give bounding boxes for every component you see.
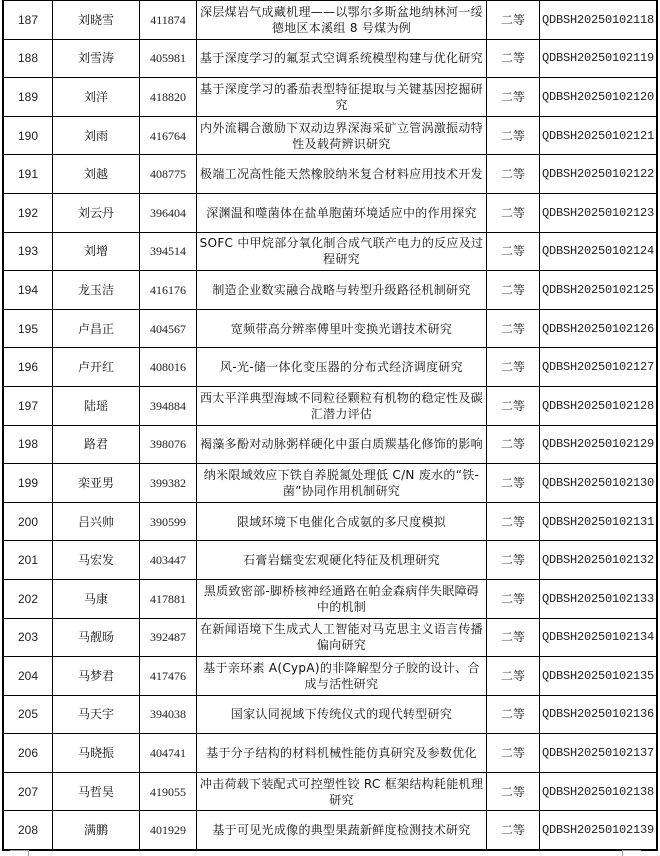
grade-cell: 二等 bbox=[487, 309, 540, 348]
award-code-cell: QDBSH20250102118 bbox=[540, 1, 658, 40]
grade-cell: 二等 bbox=[487, 464, 540, 503]
grade-cell: 二等 bbox=[487, 155, 540, 194]
project-title-cell: 在新闻语境下生成式人工智能对马克思主义语言传播偏向研究 bbox=[197, 618, 487, 657]
project-title-cell: 基于深度学习的氟泵式空调系统模型构建与优化研究 bbox=[197, 39, 487, 78]
table-row bbox=[3, 309, 657, 348]
table-row bbox=[3, 464, 657, 503]
student-id-cell: 394514 bbox=[140, 232, 197, 271]
name-cell: 刘云丹 bbox=[53, 193, 140, 232]
award-code-cell: QDBSH20250102123 bbox=[540, 193, 658, 232]
student-id-cell: 390599 bbox=[140, 502, 197, 541]
serial-number-cell: 199 bbox=[3, 464, 53, 503]
serial-number-cell: 196 bbox=[3, 348, 53, 387]
grade-cell: 二等 bbox=[487, 502, 540, 541]
award-code-cell: QDBSH20250102119 bbox=[540, 39, 658, 78]
project-title-cell: 基于分子结构的材料机械性能仿真研究及参数优化 bbox=[197, 734, 487, 773]
grade-cell: 二等 bbox=[487, 541, 540, 580]
name-cell: 马哲昊 bbox=[53, 772, 140, 811]
project-title-cell: 基于可见光成像的典型果蔬新鲜度检测技术研究 bbox=[197, 811, 487, 850]
project-title-cell: 国家认同视域下传统仪式的现代转型研究 bbox=[197, 695, 487, 734]
grade-cell: 二等 bbox=[487, 78, 540, 117]
serial-number-cell: 189 bbox=[3, 78, 53, 117]
table-row bbox=[3, 78, 657, 117]
grade-cell: 二等 bbox=[487, 695, 540, 734]
name-cell: 卢开红 bbox=[53, 348, 140, 387]
award-code-cell: QDBSH20250102124 bbox=[540, 232, 658, 271]
page-corner-mark-left bbox=[10, 850, 29, 856]
student-id-cell: 418820 bbox=[140, 78, 197, 117]
grade-cell: 二等 bbox=[487, 386, 540, 425]
name-cell: 龙玉洁 bbox=[53, 271, 140, 310]
student-id-cell: 417476 bbox=[140, 657, 197, 696]
name-cell: 满鹏 bbox=[53, 811, 140, 850]
student-id-cell: 398076 bbox=[140, 425, 197, 464]
student-id-cell: 404741 bbox=[140, 734, 197, 773]
project-title-cell: 深层煤岩气成藏机理——以鄂尔多斯盆地纳林河一绥德地区本溪组 8 号煤为例 bbox=[197, 1, 487, 40]
award-code-cell: QDBSH20250102126 bbox=[540, 309, 658, 348]
award-code-cell: QDBSH20250102135 bbox=[540, 657, 658, 696]
project-title-cell: 内外流耦合激励下双动边界深海采矿立管涡激振动特性及载荷辨识研究 bbox=[197, 116, 487, 155]
table-row bbox=[3, 116, 657, 155]
student-id-cell: 416176 bbox=[140, 271, 197, 310]
student-id-cell: 392487 bbox=[140, 618, 197, 657]
project-title-cell: 宽频带高分辨率傅里叶变换光谱技术研究 bbox=[197, 309, 487, 348]
project-title-cell: 石膏岩蠕变宏观硬化特征及机理研究 bbox=[197, 541, 487, 580]
grade-cell: 二等 bbox=[487, 734, 540, 773]
name-cell: 刘雪涛 bbox=[53, 39, 140, 78]
serial-number-cell: 188 bbox=[3, 39, 53, 78]
table-row bbox=[3, 348, 657, 387]
name-cell: 刘洋 bbox=[53, 78, 140, 117]
student-id-cell: 403447 bbox=[140, 541, 197, 580]
award-code-cell: QDBSH20250102127 bbox=[540, 348, 658, 387]
name-cell: 吕兴帅 bbox=[53, 502, 140, 541]
grade-cell: 二等 bbox=[487, 116, 540, 155]
serial-number-cell: 203 bbox=[3, 618, 53, 657]
grade-cell: 二等 bbox=[487, 1, 540, 40]
student-id-cell: 419055 bbox=[140, 772, 197, 811]
project-title-cell: 极端工况高性能天然橡胶纳米复合材料应用技术开发 bbox=[197, 155, 487, 194]
name-cell: 马晓振 bbox=[53, 734, 140, 773]
table-row bbox=[3, 425, 657, 464]
student-id-cell: 416764 bbox=[140, 116, 197, 155]
table-row bbox=[3, 155, 657, 194]
name-cell: 刘增 bbox=[53, 232, 140, 271]
name-cell: 刘晓雪 bbox=[53, 1, 140, 40]
grade-cell: 二等 bbox=[487, 811, 540, 850]
project-title-cell: 西太平洋典型海域不同粒径颗粒有机物的稳定性及碳汇潜力评估 bbox=[197, 386, 487, 425]
project-title-cell: 纳米限域效应下铁自养脱氮处理低 C/N 废水的“铁-菌”协同作用机制研究 bbox=[197, 464, 487, 503]
grade-cell: 二等 bbox=[487, 579, 540, 618]
name-cell: 马靓旸 bbox=[53, 618, 140, 657]
table-row bbox=[3, 618, 657, 657]
student-id-cell: 411874 bbox=[140, 1, 197, 40]
project-title-cell: 基于深度学习的番茄表型特征提取与关键基因挖掘研究 bbox=[197, 78, 487, 117]
award-code-cell: QDBSH20250102134 bbox=[540, 618, 658, 657]
serial-number-cell: 187 bbox=[3, 1, 53, 40]
award-code-cell: QDBSH20250102138 bbox=[540, 772, 658, 811]
table-row bbox=[3, 695, 657, 734]
grade-cell: 二等 bbox=[487, 657, 540, 696]
name-cell: 刘越 bbox=[53, 155, 140, 194]
table-row bbox=[3, 1, 657, 40]
award-code-cell: QDBSH20250102137 bbox=[540, 734, 658, 773]
student-id-cell: 396404 bbox=[140, 193, 197, 232]
page-corner-mark-right bbox=[622, 850, 641, 856]
student-id-cell: 405981 bbox=[140, 39, 197, 78]
name-cell: 路君 bbox=[53, 425, 140, 464]
grade-cell: 二等 bbox=[487, 271, 540, 310]
student-id-cell: 408775 bbox=[140, 155, 197, 194]
grade-cell: 二等 bbox=[487, 193, 540, 232]
table-row bbox=[3, 232, 657, 271]
serial-number-cell: 191 bbox=[3, 155, 53, 194]
student-id-cell: 399382 bbox=[140, 464, 197, 503]
project-title-cell: 制造企业数实融合战略与转型升级路径机制研究 bbox=[197, 271, 487, 310]
serial-number-cell: 193 bbox=[3, 232, 53, 271]
grade-cell: 二等 bbox=[487, 39, 540, 78]
grade-cell: 二等 bbox=[487, 772, 540, 811]
project-title-cell: 褐藻多酚对动脉粥样硬化中蛋白质羰基化修饰的影响 bbox=[197, 425, 487, 464]
table-row bbox=[3, 657, 657, 696]
name-cell: 马天宇 bbox=[53, 695, 140, 734]
award-code-cell: QDBSH20250102131 bbox=[540, 502, 658, 541]
award-roster-table bbox=[2, 0, 658, 851]
serial-number-cell: 194 bbox=[3, 271, 53, 310]
table-row bbox=[3, 193, 657, 232]
grade-cell: 二等 bbox=[487, 348, 540, 387]
award-code-cell: QDBSH20250102122 bbox=[540, 155, 658, 194]
project-title-cell: 限域环境下电催化合成氨的多尺度模拟 bbox=[197, 502, 487, 541]
name-cell: 马梦君 bbox=[53, 657, 140, 696]
project-title-cell: 黑质致密部-脚桥核神经通路在帕金森病伴失眠障碍中的机制 bbox=[197, 579, 487, 618]
award-code-cell: QDBSH20250102130 bbox=[540, 464, 658, 503]
serial-number-cell: 200 bbox=[3, 502, 53, 541]
serial-number-cell: 207 bbox=[3, 772, 53, 811]
name-cell: 马宏发 bbox=[53, 541, 140, 580]
grade-cell: 二等 bbox=[487, 232, 540, 271]
student-id-cell: 417881 bbox=[140, 579, 197, 618]
table-row bbox=[3, 502, 657, 541]
name-cell: 卢昌正 bbox=[53, 309, 140, 348]
table-row bbox=[3, 811, 657, 850]
student-id-cell: 401929 bbox=[140, 811, 197, 850]
serial-number-cell: 198 bbox=[3, 425, 53, 464]
name-cell: 刘雨 bbox=[53, 116, 140, 155]
name-cell: 栾亚男 bbox=[53, 464, 140, 503]
serial-number-cell: 208 bbox=[3, 811, 53, 850]
award-code-cell: QDBSH20250102132 bbox=[540, 541, 658, 580]
award-code-cell: QDBSH20250102136 bbox=[540, 695, 658, 734]
serial-number-cell: 197 bbox=[3, 386, 53, 425]
grade-cell: 二等 bbox=[487, 618, 540, 657]
project-title-cell: 风-光-储一体化变压器的分布式经济调度研究 bbox=[197, 348, 487, 387]
serial-number-cell: 206 bbox=[3, 734, 53, 773]
table-row bbox=[3, 386, 657, 425]
table-body bbox=[3, 1, 657, 851]
award-code-cell: QDBSH20250102139 bbox=[540, 811, 658, 850]
serial-number-cell: 205 bbox=[3, 695, 53, 734]
serial-number-cell: 190 bbox=[3, 116, 53, 155]
table-row bbox=[3, 541, 657, 580]
student-id-cell: 394038 bbox=[140, 695, 197, 734]
table-row bbox=[3, 734, 657, 773]
project-title-cell: 冲击荷载下装配式可控塑性铰 RC 框架结构耗能机理研究 bbox=[197, 772, 487, 811]
table-row bbox=[3, 772, 657, 811]
award-code-cell: QDBSH20250102129 bbox=[540, 425, 658, 464]
project-title-cell: 基于亲环素 A(CypA)的非降解型分子胶的设计、合成与活性研究 bbox=[197, 657, 487, 696]
name-cell: 马康 bbox=[53, 579, 140, 618]
serial-number-cell: 195 bbox=[3, 309, 53, 348]
project-title-cell: 深渊温和噬菌体在盐单胞菌环境适应中的作用探究 bbox=[197, 193, 487, 232]
serial-number-cell: 204 bbox=[3, 657, 53, 696]
project-title-cell: SOFC 中甲烷部分氧化制合成气联产电力的反应及过程研究 bbox=[197, 232, 487, 271]
serial-number-cell: 201 bbox=[3, 541, 53, 580]
award-code-cell: QDBSH20250102125 bbox=[540, 271, 658, 310]
award-code-cell: QDBSH20250102128 bbox=[540, 386, 658, 425]
award-code-cell: QDBSH20250102121 bbox=[540, 116, 658, 155]
table-row bbox=[3, 579, 657, 618]
serial-number-cell: 202 bbox=[3, 579, 53, 618]
table-row bbox=[3, 39, 657, 78]
name-cell: 陆瑶 bbox=[53, 386, 140, 425]
student-id-cell: 394884 bbox=[140, 386, 197, 425]
student-id-cell: 408016 bbox=[140, 348, 197, 387]
award-code-cell: QDBSH20250102120 bbox=[540, 78, 658, 117]
serial-number-cell: 192 bbox=[3, 193, 53, 232]
table-row bbox=[3, 271, 657, 310]
grade-cell: 二等 bbox=[487, 425, 540, 464]
award-code-cell: QDBSH20250102133 bbox=[540, 579, 658, 618]
student-id-cell: 404567 bbox=[140, 309, 197, 348]
